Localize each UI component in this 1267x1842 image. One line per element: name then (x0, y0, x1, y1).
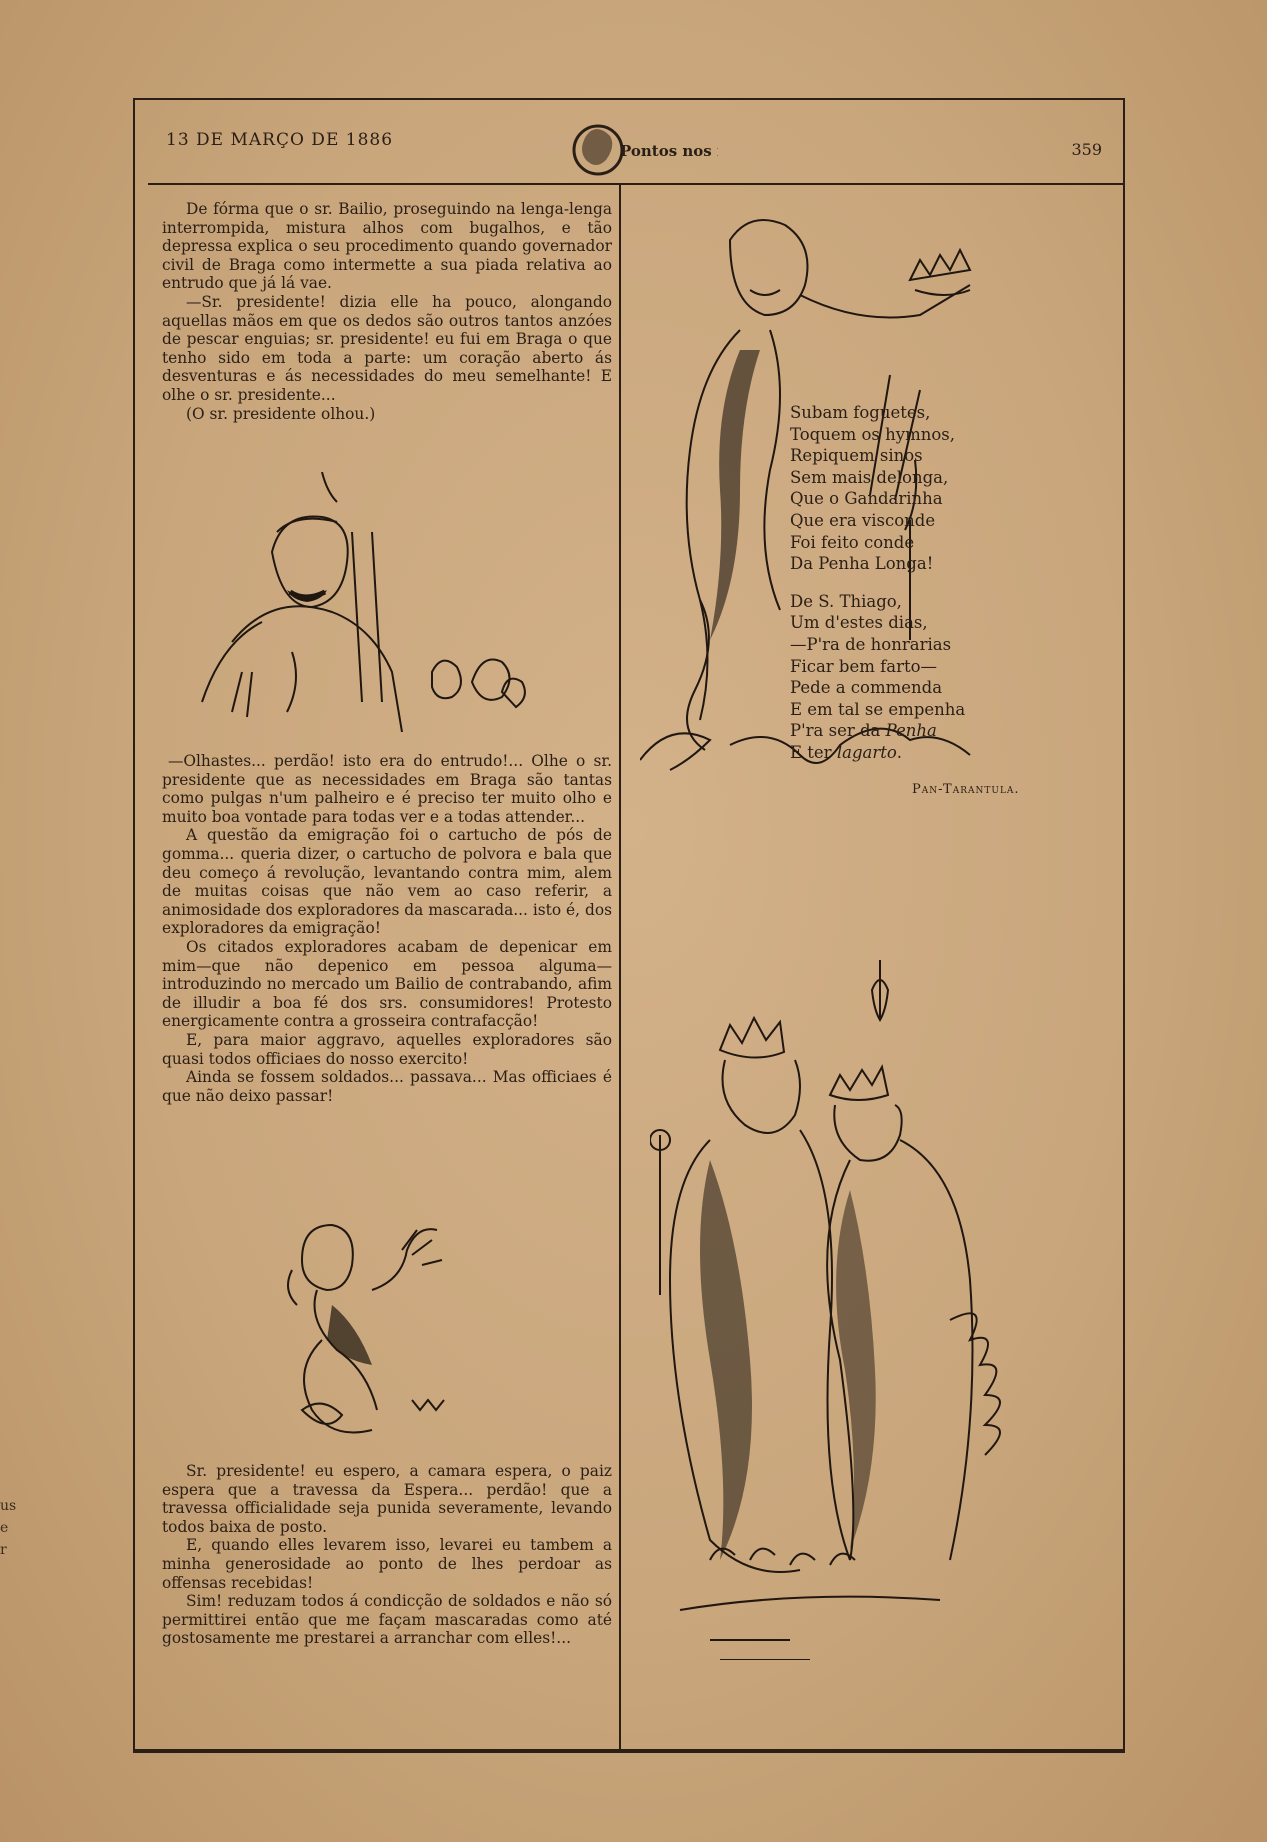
poem-line: —P'ra de honrarias (790, 634, 952, 654)
masthead-text: Pontos nos ii (620, 142, 718, 160)
poem-italic-word: Penha (885, 721, 937, 741)
bailio-sketch-icon (262, 1210, 522, 1450)
column-divider (619, 183, 621, 1751)
poem-line: Foi feito conde (790, 532, 915, 552)
poem-line: Toquem os hymnos, (790, 424, 956, 444)
poem-line: E em tal se empenha (790, 699, 966, 719)
poem (790, 402, 990, 764)
poem-line: De S. Thiago, (790, 591, 902, 611)
page-header (148, 118, 1118, 176)
caricature-bailio (262, 1210, 522, 1450)
paragraph: De fórma que o sr. Bailio, proseguindo na lenga-lenga interrompida, mistura alhos com bugalhos, e tão depressa explica o seu procedimento quando governador civil de Braga como intermette a sua piada relativa ao entrudo que já lá vae. (162, 200, 612, 293)
poem-line: Pede a commenda (790, 678, 943, 698)
masthead-logo (568, 118, 718, 178)
footer-rule (133, 1749, 1125, 1751)
paragraph: E, quando elles levarem isso, levarei eu tambem a minha generosidade ao ponto de lhes perdoar as offensas recebidas! (162, 1536, 612, 1592)
poem-line: Repiquem sinos (790, 446, 923, 466)
poem-line: E ter lagarto. (790, 742, 903, 762)
opening-text (162, 200, 612, 423)
poem-line (790, 720, 990, 742)
poem-line: Ficar bem farto— (790, 656, 938, 676)
paragraph: Sim! reduzam todos á condicção de soldados e não só permittirei então que me façam mascaradas como até gostosamente me prestarei a arranchar com elles!... (162, 1592, 612, 1648)
closing-text (162, 1462, 612, 1648)
poem-line: Que era visconde (790, 510, 936, 530)
caricature-two-kings (650, 960, 1090, 1660)
poem-line: Sem mais delonga, (790, 467, 949, 487)
middle-text (162, 752, 612, 1105)
paragraph: —Olhastes... perdão! isto era do entrudo!... Olhe o sr. presidente que as necessidades em Braga são tantas como pulgas n'um palheiro e é preciso ter muito olho e muito boa vontade para todas ver e a todas attender... (162, 752, 612, 826)
paragraph: Sr. presidente! eu espero, a camara espera, o paiz espera que a travessa da Espera... perdão! que a travessa officialidade seja punida severamente, levando todos baixa de posto. (162, 1462, 612, 1536)
page-number: 359 (1071, 140, 1102, 159)
paragraph: Os citados exploradores acabam de depenicar em mim—que não depenico em pessoa alguma—introduzindo no mercado um Bailio de contrabando, afim de illudir a boa fé dos srs. consumidores! Protesto energicamente contra a grosseira contrafacção! (162, 937, 612, 1031)
poem-line: Que o Gandarinha (790, 489, 943, 509)
poem-italic-word: lagarto (836, 742, 897, 762)
masthead-logo-icon (568, 118, 718, 178)
issue-date: 13 DE MARÇO DE 1886 (166, 130, 394, 150)
poem-line-text: P'ra ser da (790, 721, 886, 741)
poem-line: Um d'estes dias, (790, 613, 928, 633)
margin-fragment: e r (0, 1520, 9, 1558)
paragraph: E, para maior aggravo, aquelles exploradores são quasi todos officiaes do nosso exercito! (162, 1030, 612, 1068)
two-kings-sketch-icon (650, 960, 1090, 1660)
caricature-president (172, 472, 602, 732)
paragraph: A questão da emigração foi o cartucho de pós de gomma... queria dizer, o cartucho de polvora e bala que deu começo á revolução, levantando contra mim, alem de muitas coisas que não vem ao caso referir, a animosidade dos exploradores da mascarada... isto é, dos exploradores da emigração! (162, 826, 612, 938)
paragraph: Ainda se fossem soldados... passava... Mas officiaes é que não deixo passar! (162, 1068, 612, 1105)
poem-line: Subam foguetes, (790, 403, 931, 422)
poem-line-text: E ter (790, 742, 837, 762)
margin-fragment: us (0, 1498, 17, 1514)
paragraph: —Sr. presidente! dizia elle ha pouco, alongando aquellas mãos em que os dedos são outros tantos anzóes de pescar enguias; sr. presidente! eu fui em Braga o que tenho sido em toda a parte: um coração aberto ás desventuras e ás necessidades do meu semelhante! E olhe o sr. presidente... (162, 292, 612, 404)
president-sketch-icon (172, 472, 602, 732)
paragraph: (O sr. presidente olhou.) (186, 404, 376, 423)
author-signature: Pan-Tarantula. (912, 782, 1020, 797)
margin-fragments (0, 1495, 18, 1561)
header-rule (148, 183, 1123, 185)
poem-line: Da Penha Longa! (790, 554, 934, 574)
